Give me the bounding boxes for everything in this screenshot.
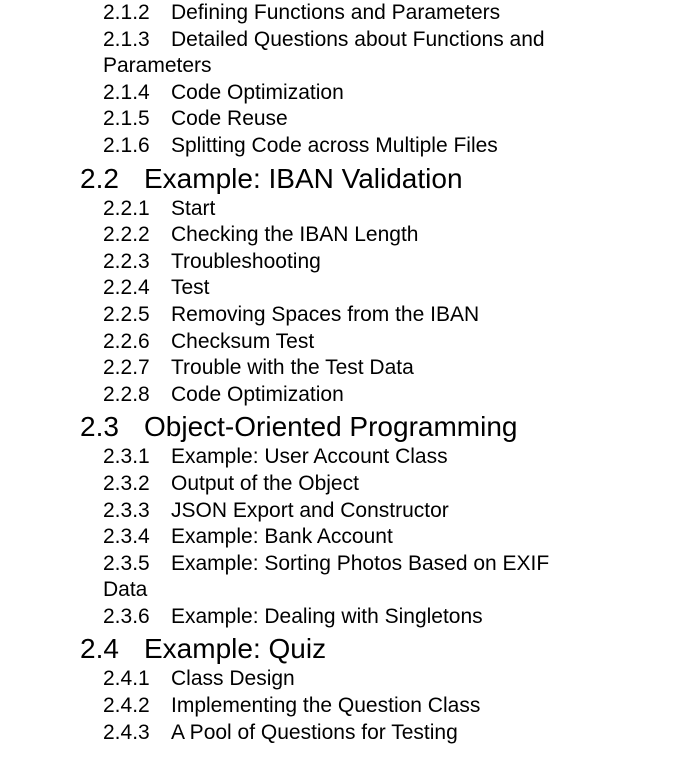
toc-entry-number: 2.3.6 <box>103 604 150 628</box>
toc-entry-title: JSON Export and Constructor <box>171 498 449 522</box>
toc-entry-2-2-8[interactable] <box>0 382 593 409</box>
toc-entry-number: 2.2.6 <box>103 329 150 353</box>
toc-entry-number: 2.1.2 <box>103 1 150 24</box>
toc-entry-title: Detailed Questions about Functions and Parameters <box>103 27 545 78</box>
toc-entry-title: Defining Functions and Parameters <box>171 1 501 24</box>
toc-entry-2-3-6[interactable] <box>0 604 593 631</box>
toc-entry-number: 2.2.5 <box>103 302 150 326</box>
toc-entry-title: Start <box>171 196 216 220</box>
toc-entry-2-1-5[interactable] <box>0 106 593 133</box>
toc-entry-2-4-2[interactable] <box>0 693 593 720</box>
toc-entry-2-4-3[interactable] <box>0 720 593 747</box>
toc-entry-number: 2.1.5 <box>103 107 150 131</box>
toc-section-number: 2.4 <box>80 633 119 665</box>
toc-section-title: Object-Oriented Programming <box>144 411 518 443</box>
toc-entry-2-2-2[interactable] <box>0 222 593 249</box>
toc-entry-title: Code Reuse <box>171 107 288 131</box>
toc-entry-title: Code Optimization <box>171 80 344 104</box>
toc-entry-number: 2.3.1 <box>103 445 150 469</box>
toc-section-2-3[interactable] <box>0 410 700 443</box>
toc-entry-title: Example: Sorting Photos Based on EXIF Data <box>103 551 550 602</box>
toc-entry-number: 2.2.3 <box>103 249 150 273</box>
toc-entry-number: 2.4.3 <box>103 720 150 744</box>
toc-entry-number: 2.1.6 <box>103 133 150 157</box>
toc-entry-2-2-5[interactable] <box>0 302 593 329</box>
toc-entry-number: 2.2.8 <box>103 382 150 406</box>
toc-entry-2-1-4[interactable] <box>0 80 593 107</box>
toc-entry-2-2-6[interactable] <box>0 329 593 356</box>
toc-entry-title: Class Design <box>171 667 295 691</box>
toc-entry-number: 2.3.3 <box>103 498 150 522</box>
toc-entry-title: Example: Dealing with Singletons <box>171 604 483 628</box>
toc-entry-number: 2.2.2 <box>103 223 150 247</box>
toc-entry-2-2-3[interactable] <box>0 249 593 276</box>
toc-entry-2-1-3[interactable] <box>0 27 593 80</box>
toc-entry-title: Example: User Account Class <box>171 445 448 469</box>
toc-entry-number: 2.4.1 <box>103 667 150 691</box>
toc-entry-2-2-7[interactable] <box>0 355 593 382</box>
toc-entry-title: Trouble with the Test Data <box>171 356 414 380</box>
toc-entry-title: Troubleshooting <box>171 249 321 273</box>
toc-entry-number: 2.3.4 <box>103 525 150 549</box>
toc-entry-number: 2.2.1 <box>103 196 150 220</box>
toc-entry-2-3-1[interactable] <box>0 444 593 471</box>
toc-section-number: 2.2 <box>80 162 119 194</box>
toc-entry-number: 2.3.5 <box>103 551 150 575</box>
toc-entry-title: Checksum Test <box>171 329 315 353</box>
toc-entry-2-3-4[interactable] <box>0 524 593 551</box>
toc-entry-number: 2.1.3 <box>103 27 150 51</box>
toc-entry-number: 2.2.7 <box>103 356 150 380</box>
toc-entry-2-2-4[interactable] <box>0 275 593 302</box>
toc-entry-2-2-1[interactable] <box>0 196 593 223</box>
toc-entry-title: Test <box>171 276 210 300</box>
toc-section-title: Example: IBAN Validation <box>144 162 463 194</box>
toc-section-2-2[interactable] <box>0 162 700 195</box>
toc-entry-number: 2.2.4 <box>103 276 150 300</box>
toc-entry-title: Checking the IBAN Length <box>171 223 419 247</box>
toc-section-number: 2.3 <box>80 411 119 443</box>
toc-entry-title: Output of the Object <box>171 471 359 495</box>
toc-entry-title: Removing Spaces from the IBAN <box>171 302 480 326</box>
toc-entry-2-1-2[interactable] <box>0 0 593 27</box>
toc-entry-2-4-1[interactable] <box>0 666 593 693</box>
toc-section-2-4[interactable] <box>0 632 700 665</box>
toc-entry-2-1-6[interactable] <box>0 133 593 160</box>
toc-entry-title: A Pool of Questions for Testing <box>171 720 458 744</box>
toc-entry-2-3-5[interactable] <box>0 551 593 604</box>
toc-section-title: Example: Quiz <box>144 633 327 665</box>
toc-entry-title: Splitting Code across Multiple Files <box>171 133 498 157</box>
toc-entry-number: 2.3.2 <box>103 471 150 495</box>
toc-entry-2-3-2[interactable] <box>0 471 593 498</box>
toc-entry-2-3-3[interactable] <box>0 498 593 525</box>
toc-entry-number: 2.1.4 <box>103 80 150 104</box>
toc-entry-title: Code Optimization <box>171 382 344 406</box>
toc-entry-title: Implementing the Question Class <box>171 694 481 718</box>
toc-entry-title: Example: Bank Account <box>171 525 393 549</box>
toc-entry-number: 2.4.2 <box>103 694 150 718</box>
